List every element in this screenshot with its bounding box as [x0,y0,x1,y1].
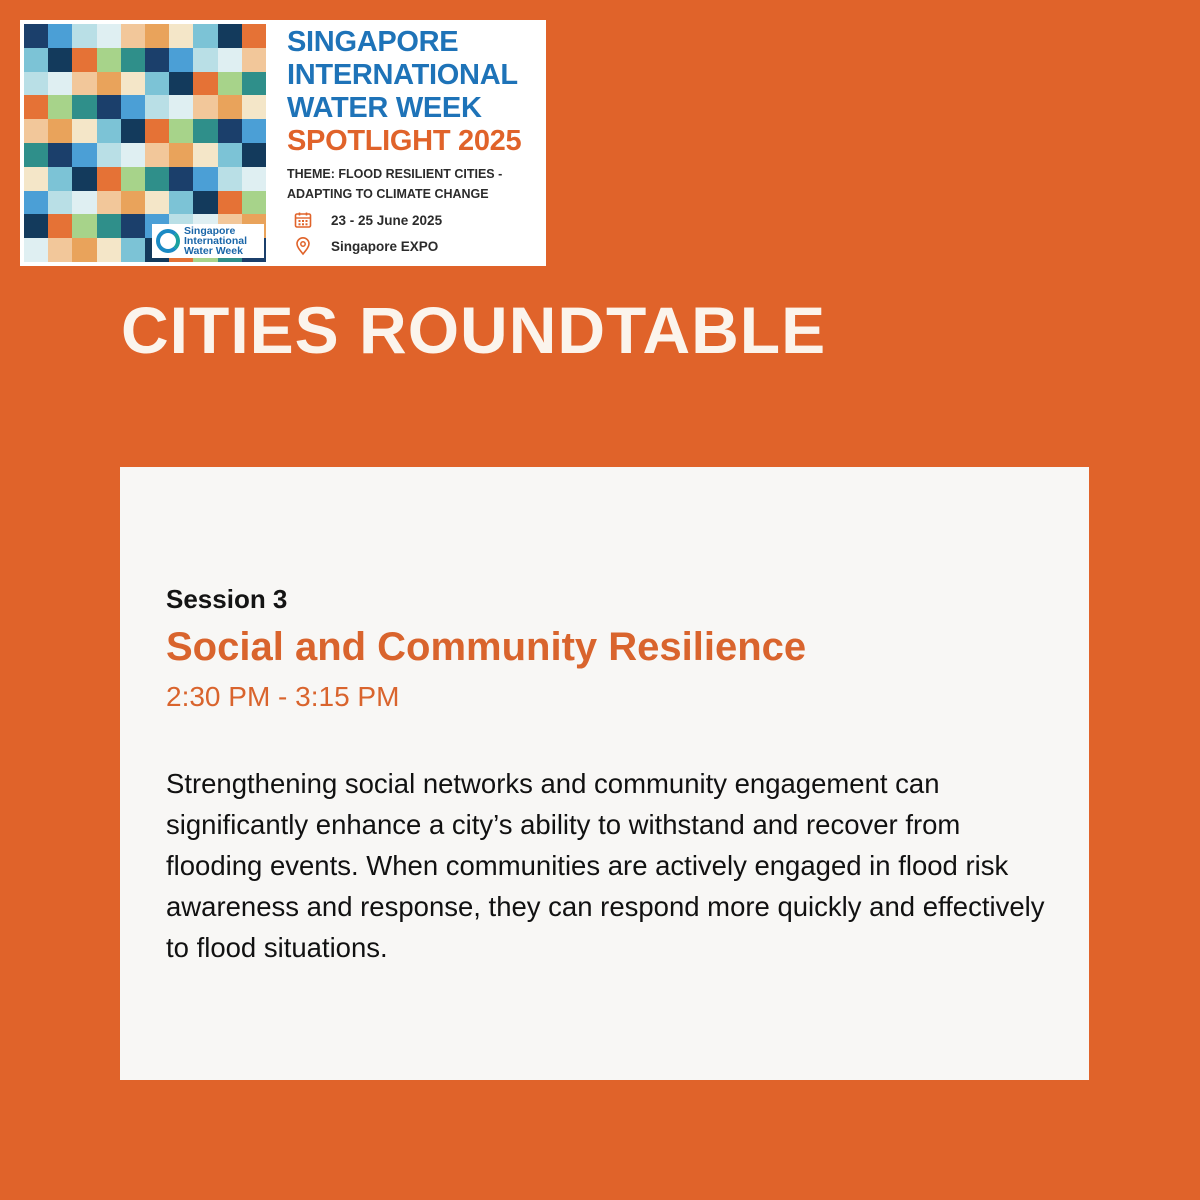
mosaic-tile [48,24,72,48]
page-title: CITIES ROUNDTABLE [121,293,827,367]
mosaic-tile [97,238,121,262]
location-pin-icon [293,236,313,256]
mosaic-tile [24,191,48,215]
mosaic-tile [97,48,121,72]
mosaic-tile [24,143,48,167]
mosaic-tile [169,167,193,191]
mosaic-tile [145,95,169,119]
mosaic-tile [242,72,266,96]
mosaic-tile [169,119,193,143]
mosaic-tile [72,238,96,262]
mosaic-tile [145,191,169,215]
banner-text [287,26,545,256]
mosaic-tile [218,119,242,143]
mosaic-tile [193,119,217,143]
mosaic-tile [121,119,145,143]
mosaic-tile [121,238,145,262]
mosaic-tile [242,143,266,167]
mosaic-tile [193,191,217,215]
brand-line-3: WATER WEEK [287,92,482,124]
mosaic-tile [48,191,72,215]
mosaic-tile [72,214,96,238]
mosaic-tile [218,167,242,191]
mosaic-tile [121,191,145,215]
siww-logo-icon [156,229,180,253]
mosaic-tile [242,24,266,48]
venue-row [287,236,545,256]
session-description: Strengthening social networks and community engagement can significantly enhance a city’s ability to withstand and recover from flooding events. When communities are actively engaged in flood risk awareness and response, they can respond more quickly and effectively to flood situations. [166,768,1045,963]
mosaic-tile [145,143,169,167]
mosaic-tile [48,238,72,262]
brand-line-1: SINGAPORE [287,26,459,58]
mosaic-tile [121,72,145,96]
date-row [287,210,545,230]
mosaic-tile [24,167,48,191]
mosaic-tile [218,143,242,167]
mosaic-tile [97,24,121,48]
mosaic-tile [97,95,121,119]
mosaic-tile [193,143,217,167]
mosaic-tile [48,95,72,119]
session-card [120,467,1089,1080]
mosaic-tile [193,24,217,48]
mosaic-tile [48,48,72,72]
mosaic-tile [242,95,266,119]
mosaic-tile [169,72,193,96]
mosaic-tile [218,48,242,72]
spotlight-line: SPOTLIGHT 2025 [287,125,522,157]
mosaic-tile [145,119,169,143]
mosaic-tile [48,214,72,238]
mosaic-tile [72,191,96,215]
mosaic-tile [72,72,96,96]
siww-logo [152,224,264,258]
mosaic-tile [72,167,96,191]
mosaic-tile [48,119,72,143]
mosaic-tile [72,48,96,72]
session-number: Session 3 [166,584,288,614]
brand-line-2: INTERNATIONAL [287,59,518,91]
event-venue: Singapore EXPO [331,238,439,254]
mosaic-tile [218,95,242,119]
mosaic-tile [242,167,266,191]
mosaic-tile [72,24,96,48]
mosaic-tile [242,119,266,143]
mosaic-tile [145,24,169,48]
mosaic-tile [121,95,145,119]
mosaic-tile [193,167,217,191]
siww-logo-text: Singapore International Water Week [184,225,248,257]
event-date: 23 - 25 June 2025 [331,212,443,228]
mosaic-tile [169,143,193,167]
mosaic-tile [145,167,169,191]
mosaic-tile [121,214,145,238]
mosaic-tile [193,95,217,119]
mosaic-tile [169,48,193,72]
mosaic-tile [97,214,121,238]
mosaic-tile [193,72,217,96]
mosaic-tile [218,191,242,215]
mosaic-tile [97,143,121,167]
mosaic-tile [145,48,169,72]
theme-text: THEME: FLOOD RESILIENT CITIES - ADAPTING TO CLIMATE CHANGE [287,167,503,201]
mosaic-tile [48,143,72,167]
mosaic-tile [72,95,96,119]
mosaic-tile [97,72,121,96]
mosaic-tile [48,167,72,191]
mosaic-tile [193,48,217,72]
mosaic-tile [218,72,242,96]
mosaic-tile [242,48,266,72]
mosaic-tile [24,119,48,143]
mosaic-tile [242,191,266,215]
mosaic-tile [121,48,145,72]
mosaic-tile [48,72,72,96]
mosaic-tile [169,24,193,48]
event-banner [20,20,546,266]
mosaic-tile [218,24,242,48]
mosaic-tile [97,191,121,215]
mosaic-tile [72,119,96,143]
mosaic-tile [24,214,48,238]
mosaic-tile [145,72,169,96]
mosaic-tile [169,95,193,119]
mosaic-tile [24,24,48,48]
mosaic-tile [169,191,193,215]
calendar-icon [293,210,313,230]
mosaic-tile [24,72,48,96]
mosaic-tile [121,167,145,191]
mosaic-tile [24,95,48,119]
mosaic-tile [24,48,48,72]
mosaic-tile [97,119,121,143]
mosaic-tile [72,143,96,167]
mosaic-tile [97,167,121,191]
session-title: Social and Community Resilience [166,625,807,669]
mosaic-tile [121,143,145,167]
mosaic-tile [121,24,145,48]
session-time: 2:30 PM - 3:15 PM [166,681,400,712]
mosaic-tile [24,238,48,262]
